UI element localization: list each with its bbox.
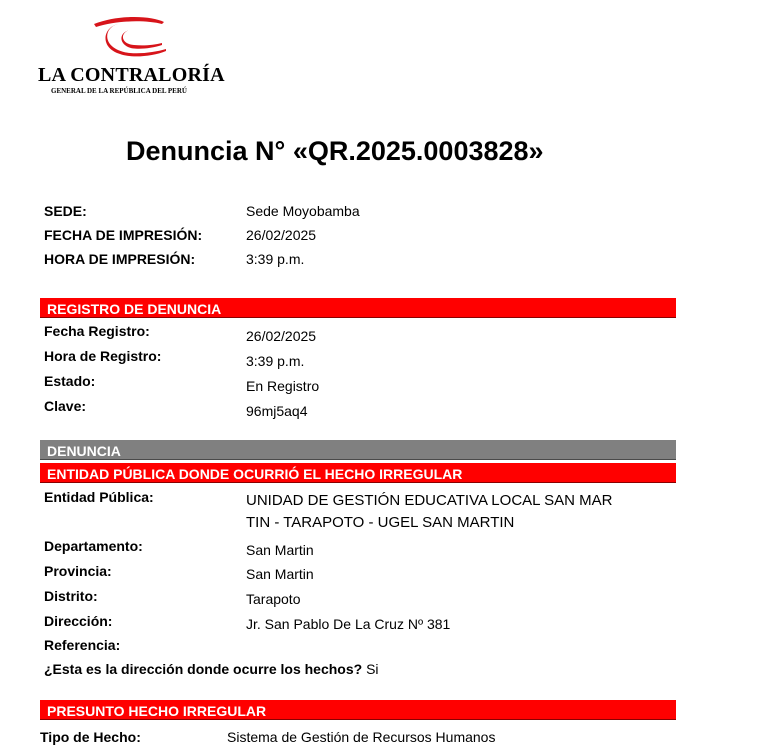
logo-name: LA CONTRALORÍA — [38, 64, 225, 86]
direccion-question-label: ¿Esta es la dirección donde ocurre los hechos? — [44, 661, 363, 677]
hora-registro-label: Hora de Registro: — [44, 348, 162, 364]
clave-label: Clave: — [44, 398, 87, 414]
fecha-registro-label: Fecha Registro: — [44, 323, 150, 339]
fecha-impresion-label: FECHA DE IMPRESIÓN: — [44, 227, 203, 243]
distrito-value: Tarapoto — [246, 591, 301, 607]
departamento-value: San Martin — [246, 542, 314, 558]
direccion-question — [44, 661, 379, 677]
tipo-hecho-value: Sistema de Gestión de Recursos Humanos — [227, 729, 496, 745]
direccion-question-value: Si — [366, 661, 379, 677]
hecho-section-header: PRESUNTO HECHO IRREGULAR — [40, 700, 676, 720]
contraloria-logo — [38, 16, 228, 96]
direccion-value: Jr. San Pablo De La Cruz Nº 381 — [246, 616, 451, 632]
departamento-label: Departamento: — [44, 538, 143, 554]
provincia-value: San Martin — [246, 566, 314, 582]
entidad-section-header: ENTIDAD PÚBLICA DONDE OCURRIÓ EL HECHO IRREGULAR — [40, 463, 676, 483]
referencia-label: Referencia: — [44, 637, 121, 653]
distrito-label: Distrito: — [44, 588, 98, 604]
estado-label: Estado: — [44, 373, 96, 389]
fecha-impresion-value: 26/02/2025 — [246, 227, 317, 243]
entidad-publica-label: Entidad Pública: — [44, 489, 154, 505]
entidad-publica-value: UNIDAD DE GESTIÓN EDUCATIVA LOCAL SAN MAR TIN - TARAPOTO - UGEL SAN MARTIN — [246, 492, 613, 531]
clave-value: 96mj5aq4 — [246, 403, 308, 419]
sede-value: Sede Moyobamba — [246, 203, 360, 219]
sede-label: SEDE: — [44, 203, 87, 219]
contraloria-emblem-icon — [90, 16, 170, 58]
estado-value: En Registro — [246, 378, 320, 394]
hora-impresion-label: HORA DE IMPRESIÓN: — [44, 251, 196, 267]
provincia-label: Provincia: — [44, 563, 112, 579]
hora-registro-value: 3:39 p.m. — [246, 353, 305, 369]
page-title: Denuncia N° «QR.2025.0003828» — [126, 136, 544, 166]
denuncia-section-header: DENUNCIA — [40, 440, 676, 460]
tipo-hecho-label: Tipo de Hecho: — [40, 729, 141, 745]
logo-subtitle: GENERAL DE LA REPÚBLICA DEL PERÚ — [51, 87, 187, 95]
registro-section-header: REGISTRO DE DENUNCIA — [40, 298, 676, 318]
direccion-label: Dirección: — [44, 613, 113, 629]
fecha-registro-value: 26/02/2025 — [246, 328, 317, 344]
hora-impresion-value: 3:39 p.m. — [246, 251, 305, 267]
